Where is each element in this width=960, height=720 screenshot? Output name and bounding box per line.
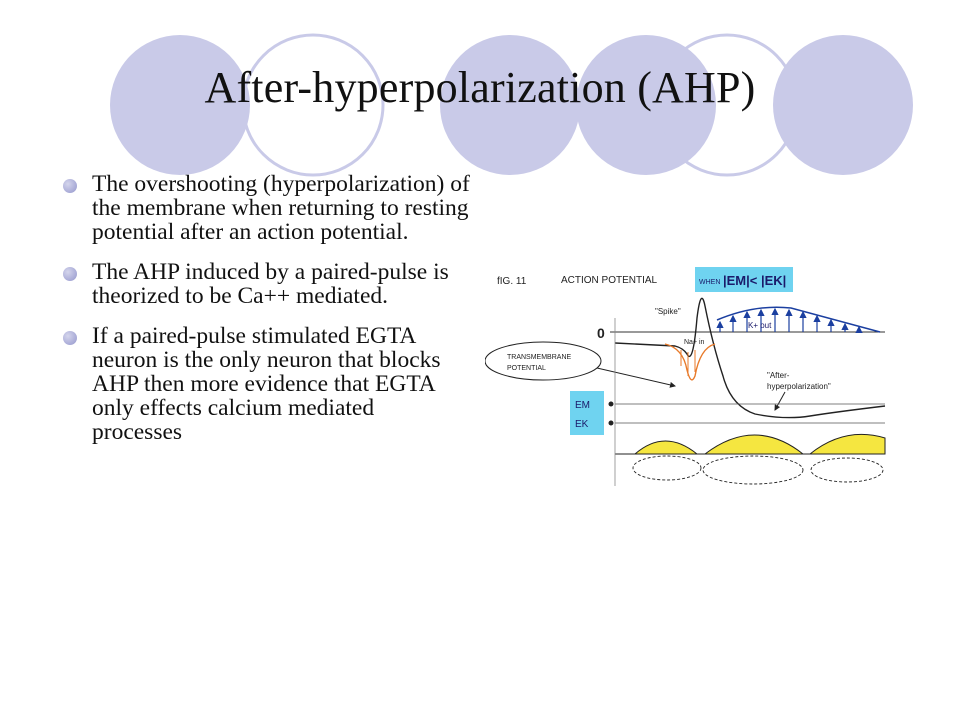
bullet-icon [63, 179, 77, 193]
bullet-icon [63, 267, 77, 281]
zero-label: 0 [597, 325, 605, 341]
bullet-text: The overshooting (hyperpolarization) of the membrane when returning to resting potential after an action potential. [92, 171, 470, 245]
fig-title: ACTION POTENTIAL [561, 275, 658, 286]
fig-label: fIG. 11 [497, 276, 527, 287]
bullet-item [60, 260, 470, 308]
na-in-label: Na+ in [684, 339, 705, 346]
bullet-text: If a paired-pulse stimulated EGTA neuron is the only neuron that blocks AHP then more evidence that EGTA only effects calcium mediated processes [92, 323, 441, 445]
condition-text: |EM|< |EK| [723, 273, 787, 288]
bullet-icon [63, 331, 77, 345]
bullet-item [60, 172, 470, 244]
action-potential-figure [485, 258, 893, 494]
ahp-label-line2: hyperpolarization" [767, 382, 831, 391]
spike-label: "Spike" [655, 307, 681, 316]
bullet-text: The AHP induced by a paired-pulse is theorized to be Ca++ mediated. [92, 259, 449, 309]
k-out-label: K+ out [748, 321, 772, 330]
ek-marker [609, 421, 614, 426]
bullet-list [60, 172, 470, 460]
transmembrane-callout [485, 342, 601, 380]
slide-title: After-hyperpolarization (AHP) [204, 63, 756, 112]
em-label: EM [575, 400, 590, 411]
bullet-item [60, 324, 470, 444]
transmembrane-line2: POTENTIAL [507, 365, 546, 372]
em-marker [609, 402, 614, 407]
ahp-label-line1: "After- [767, 371, 790, 380]
ek-label: EK [575, 419, 589, 430]
transmembrane-line1: TRANSMEMBRANE [507, 354, 572, 361]
condition-prefix: WHEN [699, 279, 721, 286]
